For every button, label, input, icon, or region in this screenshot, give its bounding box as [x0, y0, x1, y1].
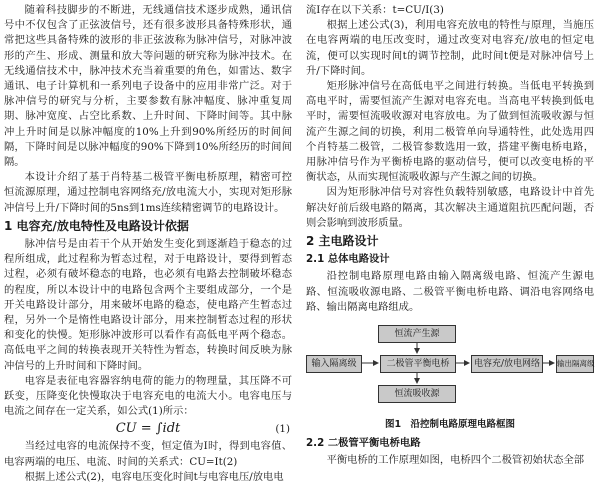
subsection-2-1-heading: 2.1 总体电路设计	[306, 253, 390, 266]
intro-paragraph-2: 本设计介绍了基于肖特基二极管平衡电桥原理，精密可控恒流源原理，通过控制电容网络充/放电流大小，实现对矩形脉冲信号上升/下降时间的5ns到1ms连续精密调节的电路设计。	[4, 171, 292, 214]
figure-1-caption: 图1 沿控制电路原理电路框图	[384, 419, 516, 431]
section-2-heading: 2 主电路设计	[306, 234, 379, 249]
box-output-isolation: 输出隔离级	[556, 355, 594, 373]
intro-paragraph-1: 随着科技脚步的不断进，无线通信技术逐步成熟，通讯信号中不仅包含了正弦波信号，还有很多波形具备特殊形状，通常把这些具备特殊的波形的非正弦波称为脉冲信号，对脉冲波形的产生、形成、测量和放大等问题的研究称为脉冲技术。在无线通信技术中，脉冲技术充当着重要的角色，如雷达、数字通讯、电子计算机和一系列电子设备中的应用非常广泛。对于脉冲信号的研究与分析，主要参数有脉冲幅度、脉冲重复周期、脉冲宽度、占空比系数、上升时间、下降时间等。其中脉冲上升时间是以脉冲幅度的10%上升到90%所经历的时间间隔，下降时间是以脉冲幅度的90%下降到10%所经历的时间间隔。	[4, 4, 292, 169]
continued-paragraph: 流I存在以下关系：t=CU/I(3)	[306, 4, 444, 16]
box-capacitor-network: 电容充/放电网络	[471, 355, 543, 373]
subsection-2-2-paragraph: 平衡电桥的工作原理如图，电桥四个二极管初始状态全部	[326, 454, 585, 467]
formula-1-expression: CU = ∫idt	[115, 421, 181, 437]
subsection-2-2-heading: 2.2 二极管平衡电桥电路	[306, 437, 421, 450]
right-paragraph-2: 根据上述公式(3)，利用电容充放电的特性与原理，当施压在电容两端的电压改变时，通过改变对电容充/放电的恒定电流，便可以实现时间t的调节控制，此时间t便是对脉冲信号上升/下降时间。	[306, 19, 594, 77]
formula-1	[4, 419, 292, 439]
left-column	[4, 3, 292, 485]
section-1-paragraph-1: 脉冲信号是由若干个从开始发生变化到逐渐趋于稳态的过程所组成，此过程称为暂态过程，对于电路设计，要得到暂态过程，必须有破坏稳态的电路，也必须有电路去控制破坏稳态的程度，所以本设计中的电路包含两个主要组成部分，一个是开关电路设计部分，用来破坏电路的稳态，使电路产生暂态过程，另外一个是惰性电路设计部分，用来控制暂态过程的形状和变化的快慢。矩形脉冲波形可以看作有高低电平两个稳态。高低电平之间的转换表现开关特性为暂态，转换时间反映为脉冲信号的上升时间和下降时间。	[4, 238, 292, 372]
right-paragraph-3: 矩形脉冲信号在高低电平之间进行转换。当低电平转换到高电平时，需要恒流产生源对电容充电。当高电平转换到低电平时，需要恒流吸收源对电容放电。为了做到恒流吸收源与恒流产生源之间的切换，利用二极管单向导通特性，此处选用四个肖特基二极管，二极管参数选用一致，搭建平衡电桥电路，用脉冲信号作为平衡桥电路的驱动信号，便可以改变电桥的平衡状态，从而实现恒流吸收源与产生源之间的切换。	[306, 80, 594, 184]
right-column	[306, 3, 594, 469]
box-diode-bridge: 二极管平衡电桥	[380, 355, 456, 373]
section-1-paragraph-4: 根据上述公式(2)，电容电压变化时间t与电容电压/放电电	[24, 470, 284, 483]
right-paragraph-4: 因为矩形脉冲信号对容性负载特别敏感，电路设计中首先解决好前后级电路的隔离，其次解决主通道阻抗匹配问题，否则会影响到波形质量。	[306, 186, 594, 229]
subsection-2-1-paragraph: 沿控制电路原理电路由输入隔离级电路、恒流产生源电路、恒流吸收源电路、二极管平衡电桥电路、调沿电容网络电路、输出隔离电路组成。	[306, 270, 594, 313]
section-1-paragraph-2: 电容是表征电容器容纳电荷的能力的物理量，其压降不可跃变，压降变化快慢取决于电容充电的电流大小。电容电压与电流之间存在一定关系，如公式(1)所示：	[4, 374, 292, 418]
box-constant-current-source: 恒流产生源	[378, 325, 456, 343]
section-1-paragraph-3: 当经过电容的电流保持不变，恒定值为I时，得到电容值、电容两端的电压、电流、时间的关系式：CU=It(2)	[4, 440, 292, 468]
block-diagram	[306, 319, 594, 415]
box-constant-current-sink: 恒流吸收源	[378, 385, 456, 403]
formula-1-number: (1)	[275, 423, 290, 436]
box-input-isolation: 输入隔离级	[306, 355, 362, 373]
section-1-heading: 1 电容充/放电特性及电路设计依据	[4, 218, 189, 233]
